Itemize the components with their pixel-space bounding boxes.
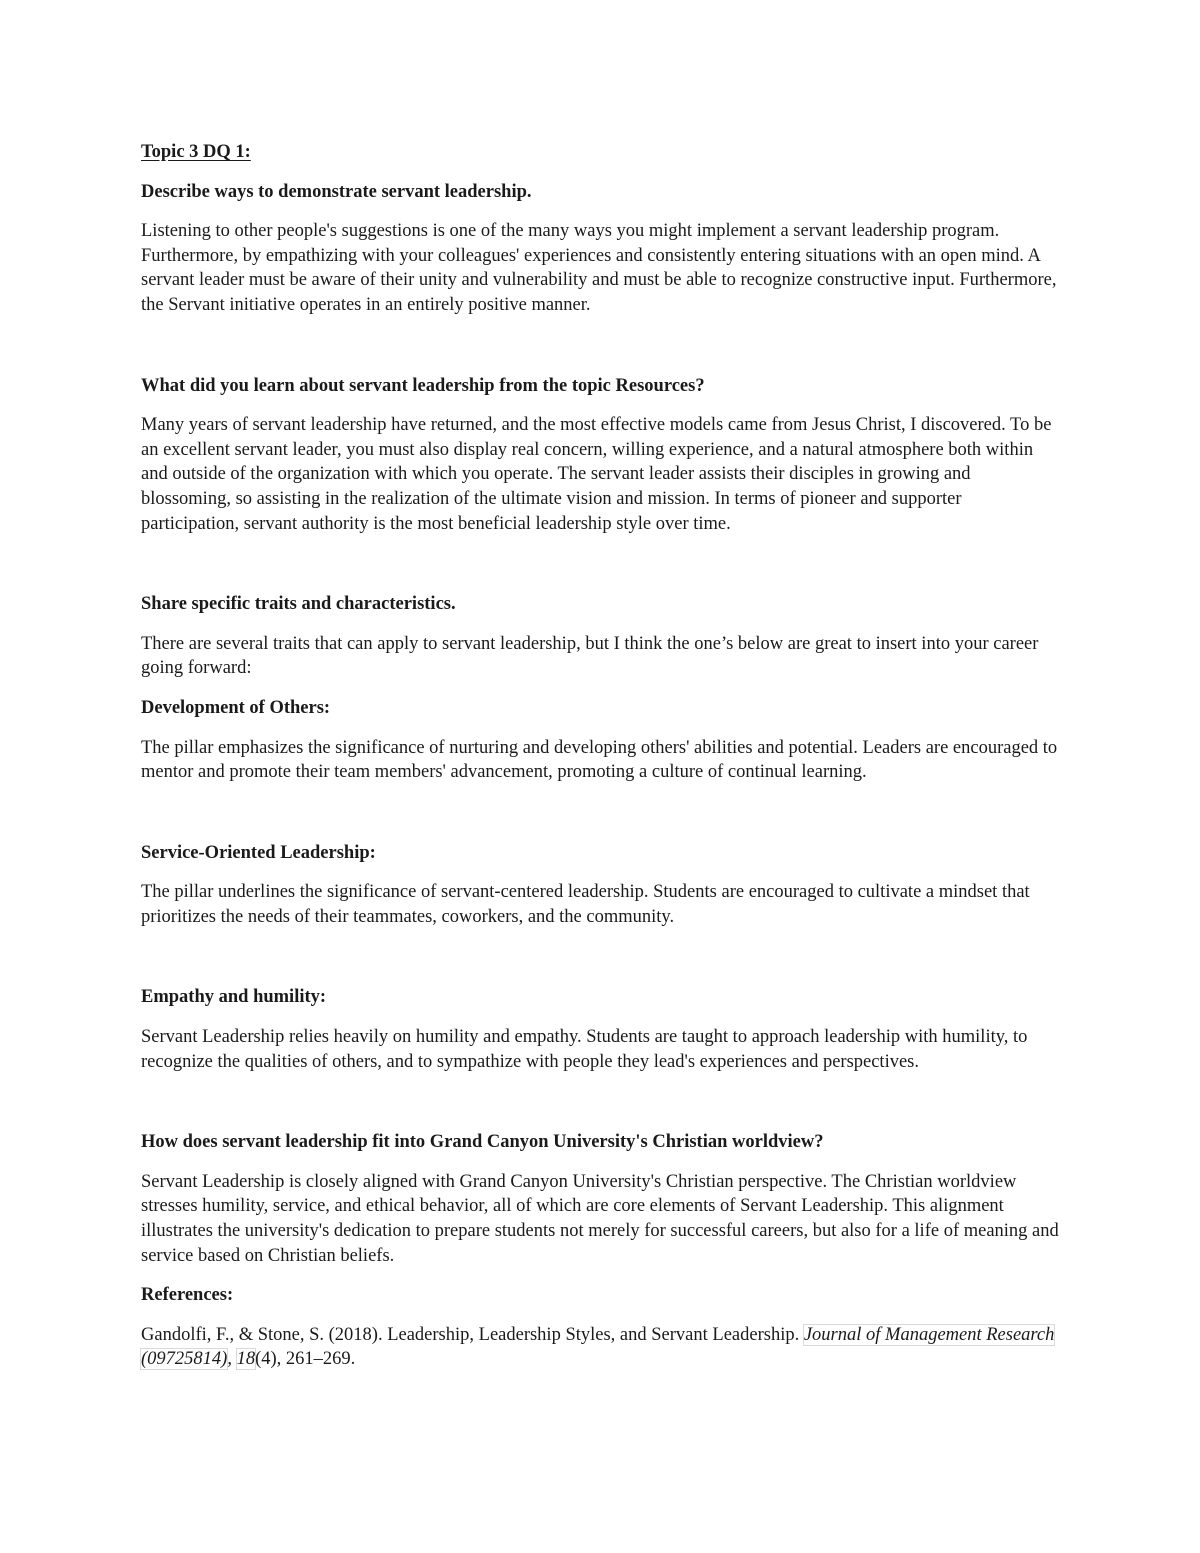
question-1-heading: Describe ways to demonstrate servant leadership. xyxy=(141,181,532,202)
reference-journal-title: Journal of Management Research (09725814) xyxy=(141,1324,1055,1370)
references-heading: References: xyxy=(141,1285,234,1306)
document-page xyxy=(141,140,1061,1372)
reference-volume: 18 xyxy=(236,1349,256,1370)
question-1-answer: Listening to other people's suggestions is one of the many ways you might implement a servant leadership program. Furthermore, by empathizing with your colleagues' experiences and consistently entering situations with an open mind. A servant leader must be aware of their unity and vulnerability and must be able to recognize constructive input. Furthermore, the Servant initiative operates in an entirely positive manner. xyxy=(141,221,1057,315)
reference-authors: Gandolfi, F., & Stone, S. (2018). Leadership, Leadership Styles, and Servant Leadership. xyxy=(141,1324,804,1345)
trait-heading: Service-Oriented Leadership: xyxy=(141,842,376,863)
question-2-heading: What did you learn about servant leadership from the topic Resources? xyxy=(141,375,705,396)
trait-heading: Development of Others: xyxy=(141,697,331,718)
question-3-answer: There are several traits that can apply to servant leadership, but I think the one’s below are great to insert into your career going forward: xyxy=(141,633,1039,679)
reference-entry xyxy=(141,1323,1061,1372)
question-2-answer: Many years of servant leadership have returned, and the most effective models came from Jesus Christ, I discovered. To be an excellent servant leader, you must also display real concern, willing experience, and a natural atmosphere both within and outside of the organization with which you operate. The servant leader assists their disciples in growing and blossoming, so assisting in the realization of the ultimate vision and mission. In terms of pioneer and supporter participation, servant authority is the most beneficial leadership style over time. xyxy=(141,415,1052,534)
document-title: Topic 3 DQ 1: xyxy=(141,142,251,162)
question-4-answer: Servant Leadership is closely aligned with Grand Canyon University's Christian perspective. The Christian worldview stresses humility, service, and ethical behavior, all of which are core elements of Servant Leadership. This alignment illustrates the university's dedication to prepare students not merely for successful careers, but also for a life of meaning and service based on Christian beliefs. xyxy=(141,1171,1059,1266)
trait-body: The pillar underlines the significance of servant-centered leadership. Students are encouraged to cultivate a mindset that prioritizes the needs of their teammates, coworkers, and the community. xyxy=(141,882,1030,927)
question-3-heading: Share specific traits and characteristics. xyxy=(141,594,456,615)
question-4-heading: How does servant leadership fit into Grand Canyon University's Christian worldview? xyxy=(141,1132,824,1153)
trait-heading: Empathy and humility: xyxy=(141,987,327,1008)
trait-body: The pillar emphasizes the significance of nurturing and developing others' abilities and potential. Leaders are encouraged to mentor and promote their team members' advancement, promoting a culture of continual learning. xyxy=(141,737,1058,783)
reference-separator: , xyxy=(227,1349,237,1370)
trait-body: Servant Leadership relies heavily on humility and empathy. Students are taught to approach leadership with humility, to recognize the qualities of others, and to sympathize with people they lead's experiences and perspectives. xyxy=(141,1027,1028,1072)
reference-issue-pages: (4), 261–269. xyxy=(255,1349,356,1370)
